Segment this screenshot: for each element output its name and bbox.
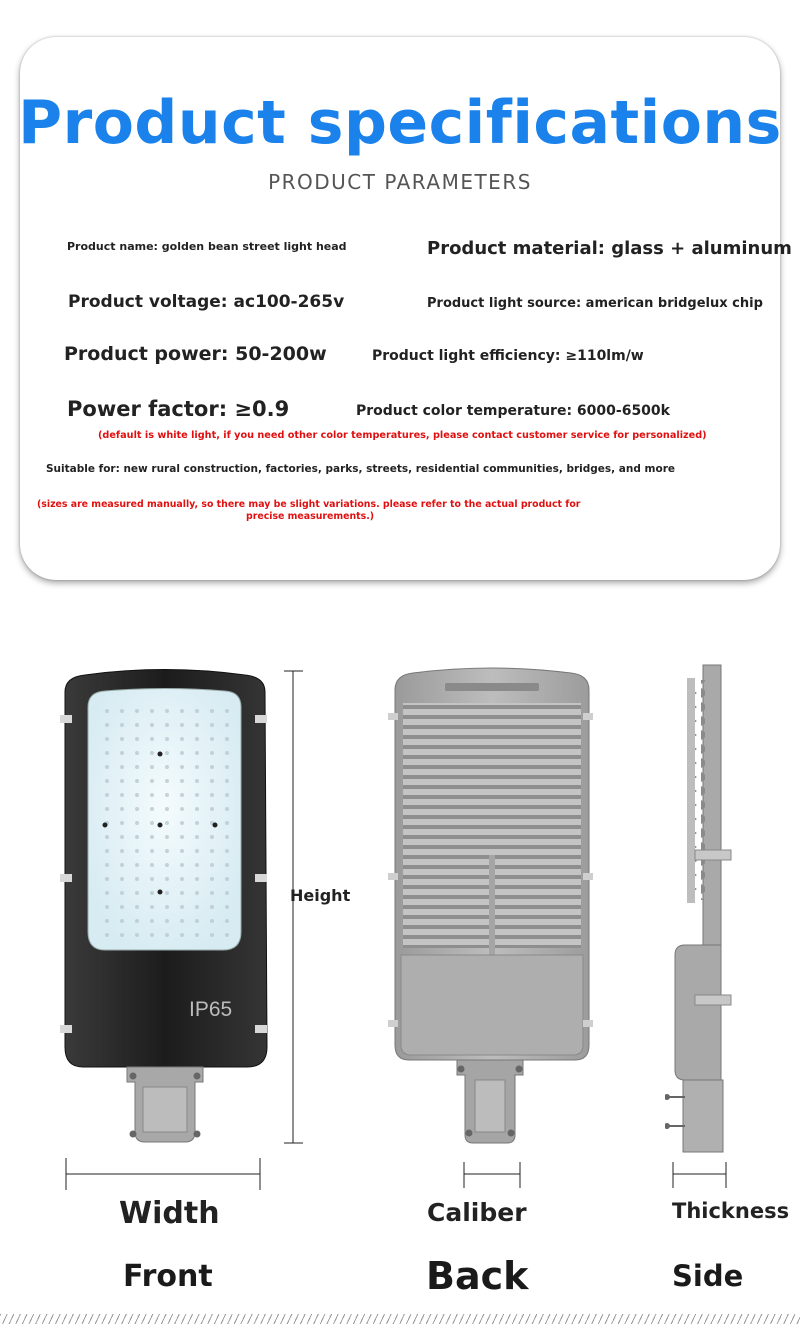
spec-product-name: Product name: golden bean street light head	[67, 240, 347, 253]
spec-power-factor: Power factor: ≥0.9	[67, 397, 290, 421]
spec-light-source: Product light source: american bridgelux chip	[427, 296, 763, 311]
side-view-label: Side	[672, 1259, 744, 1293]
caliber-dimension-line	[458, 1160, 528, 1192]
thickness-dimension-line	[668, 1160, 732, 1192]
thickness-label: Thickness	[672, 1199, 790, 1223]
spec-power: Product power: 50-200w	[64, 343, 327, 365]
back-view-label: Back	[426, 1254, 529, 1298]
front-view-label: Front	[123, 1259, 213, 1294]
size-note-line2: precise measurements.)	[246, 511, 375, 522]
back-view-illustration	[385, 665, 600, 1155]
caliber-label: Caliber	[427, 1198, 527, 1227]
color-temperature-note: (default is white light, if you need other color temperatures, please contact customer service for personalized)	[98, 430, 707, 441]
page-subtitle: PRODUCT PARAMETERS	[268, 170, 532, 194]
front-view-illustration	[55, 662, 275, 1152]
page-title: Product specifications	[18, 88, 782, 158]
bottom-hatch-divider	[0, 1314, 800, 1324]
size-note-line1: (sizes are measured manually, so there may be slight variations. please refer to the actual product for	[37, 499, 581, 510]
spec-suitable-for: Suitable for: new rural construction, factories, parks, streets, residential communities, bridges, and more	[46, 463, 675, 475]
width-dimension-line	[60, 1155, 270, 1195]
height-label: Height	[290, 886, 351, 905]
spec-material: Product material: glass + aluminum	[427, 238, 792, 259]
ip-rating-text: IP65	[189, 998, 233, 1021]
spec-color-temperature: Product color temperature: 6000-6500k	[356, 403, 670, 419]
spec-voltage: Product voltage: ac100-265v	[68, 292, 345, 312]
height-dimension-line	[278, 668, 308, 1148]
width-label: Width	[119, 1196, 220, 1231]
spec-light-efficiency: Product light efficiency: ≥110lm/w	[372, 348, 644, 364]
side-view-illustration	[665, 660, 735, 1155]
